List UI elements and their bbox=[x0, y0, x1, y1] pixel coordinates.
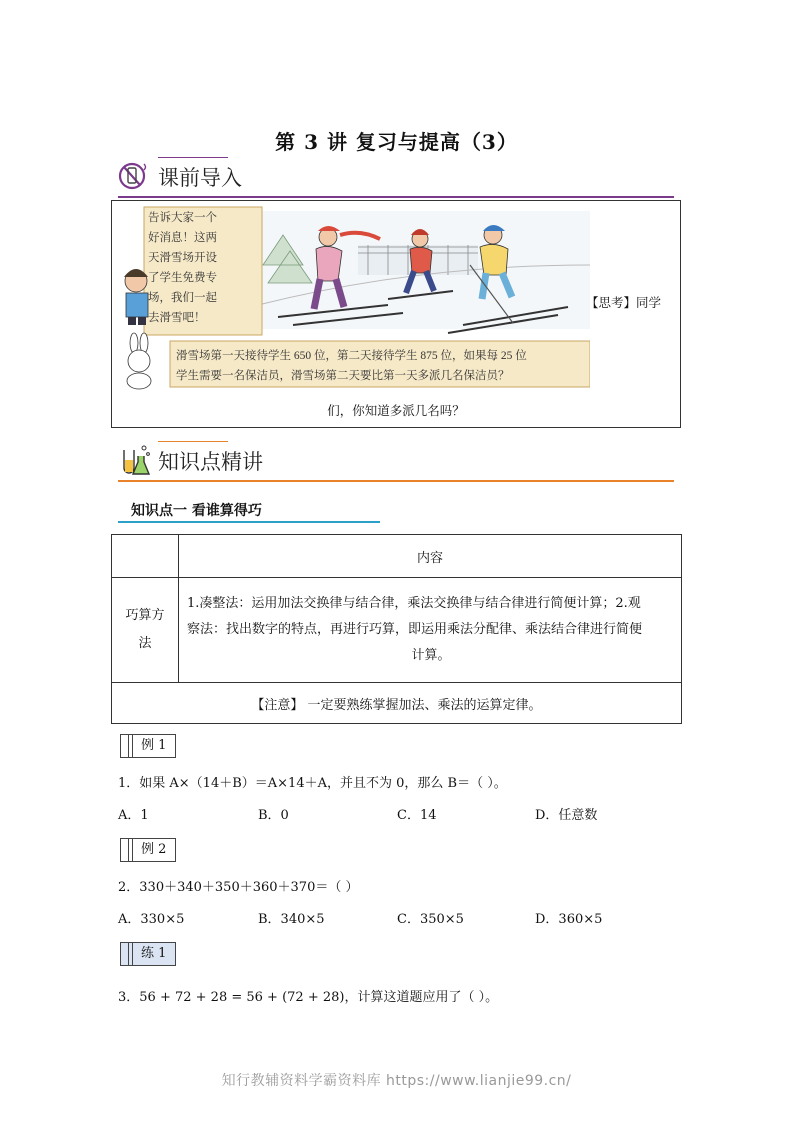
intro-question: 们，你知道多派几名吗？ bbox=[327, 403, 465, 418]
question-2: 2．330＋340＋350＋360＋370＝（ ） bbox=[118, 880, 359, 895]
option-2a: A．330×5 bbox=[118, 912, 185, 927]
option-1a: A．1 bbox=[118, 808, 149, 823]
speech-rabbit-line-1: 滑雪场第一天接待学生 650 位，第二天接待学生 875 位，如果每 25 位 bbox=[176, 350, 527, 362]
table-row-content: 1.凑整法：运用加法交换律与结合律，乘法交换律与结合律进行简便计算；2.观 察法：找出数字的特点，再进行巧算，即运用乘法分配律、乘法结合律进行简便 计算。 bbox=[179, 578, 682, 683]
question-1: 1．如果 A×（14＋B）＝A×14＋A，并且不为 0，那么 B＝（ ）。 bbox=[118, 776, 507, 791]
footer-watermark: 知行教辅资料学霸资料库 https://www.lianjie99.cn/ bbox=[221, 1073, 572, 1089]
speech-boy-line-2: 好消息！这两 bbox=[148, 232, 217, 244]
speech-boy-line-6: 去滑雪吧！ bbox=[148, 312, 206, 324]
option-2c: C．350×5 bbox=[397, 912, 464, 927]
section-header-pre-class bbox=[118, 158, 674, 198]
no-phone-icon bbox=[118, 158, 152, 194]
example-tag-2: 例 2 bbox=[120, 838, 176, 862]
flask-icon bbox=[118, 442, 152, 478]
speech-boy-line-3: 天滑雪场开设 bbox=[148, 252, 217, 264]
option-2d: D．360×5 bbox=[535, 912, 603, 927]
option-1b: B．0 bbox=[258, 808, 289, 823]
knowledge-table bbox=[111, 534, 682, 724]
speech-rabbit-line-2: 学生需要一名保洁员，滑雪场第二天要比第一天多派几名保洁员？ bbox=[176, 370, 510, 382]
example-tag-1: 例 1 bbox=[120, 734, 176, 758]
option-1d: D．任意数 bbox=[535, 808, 598, 823]
practice-tag-1: 练 1 bbox=[120, 942, 176, 966]
question-3: 3．56 + 72 + 28 = 56 + (72 + 28)，计算这道题应用了（ ）。 bbox=[118, 990, 499, 1005]
speech-boy-line-5: 场，我们一起 bbox=[148, 292, 217, 304]
option-2b: B．340×5 bbox=[258, 912, 325, 927]
table-row-label: 巧算方 法 bbox=[112, 578, 179, 683]
knowledge-point-underline bbox=[118, 521, 380, 523]
speech-boy-line-4: 了学生免费专 bbox=[148, 272, 217, 284]
table-note: 【注意】 一定要熟练掌握加法、乘法的运算定律。 bbox=[112, 683, 682, 724]
option-1c: C．14 bbox=[397, 808, 437, 823]
table-header-cell: 内容 bbox=[179, 535, 682, 578]
boy-figure bbox=[124, 269, 148, 325]
knowledge-point-title: 知识点一 看谁算得巧 bbox=[131, 503, 262, 519]
think-label: 【思考】同学 bbox=[586, 295, 662, 310]
table-corner-cell bbox=[112, 535, 179, 578]
section-title: 课前导入 bbox=[158, 166, 242, 190]
section-header-knowledge bbox=[118, 442, 674, 482]
page-title: 第 3 讲 复习与提高（3） bbox=[275, 130, 518, 154]
speech-boy-line-1: 告诉大家一个 bbox=[148, 212, 217, 224]
section-title: 知识点精讲 bbox=[158, 450, 263, 474]
intro-box bbox=[111, 200, 681, 428]
skiing-illustration bbox=[118, 205, 590, 391]
rabbit-figure bbox=[127, 333, 151, 389]
